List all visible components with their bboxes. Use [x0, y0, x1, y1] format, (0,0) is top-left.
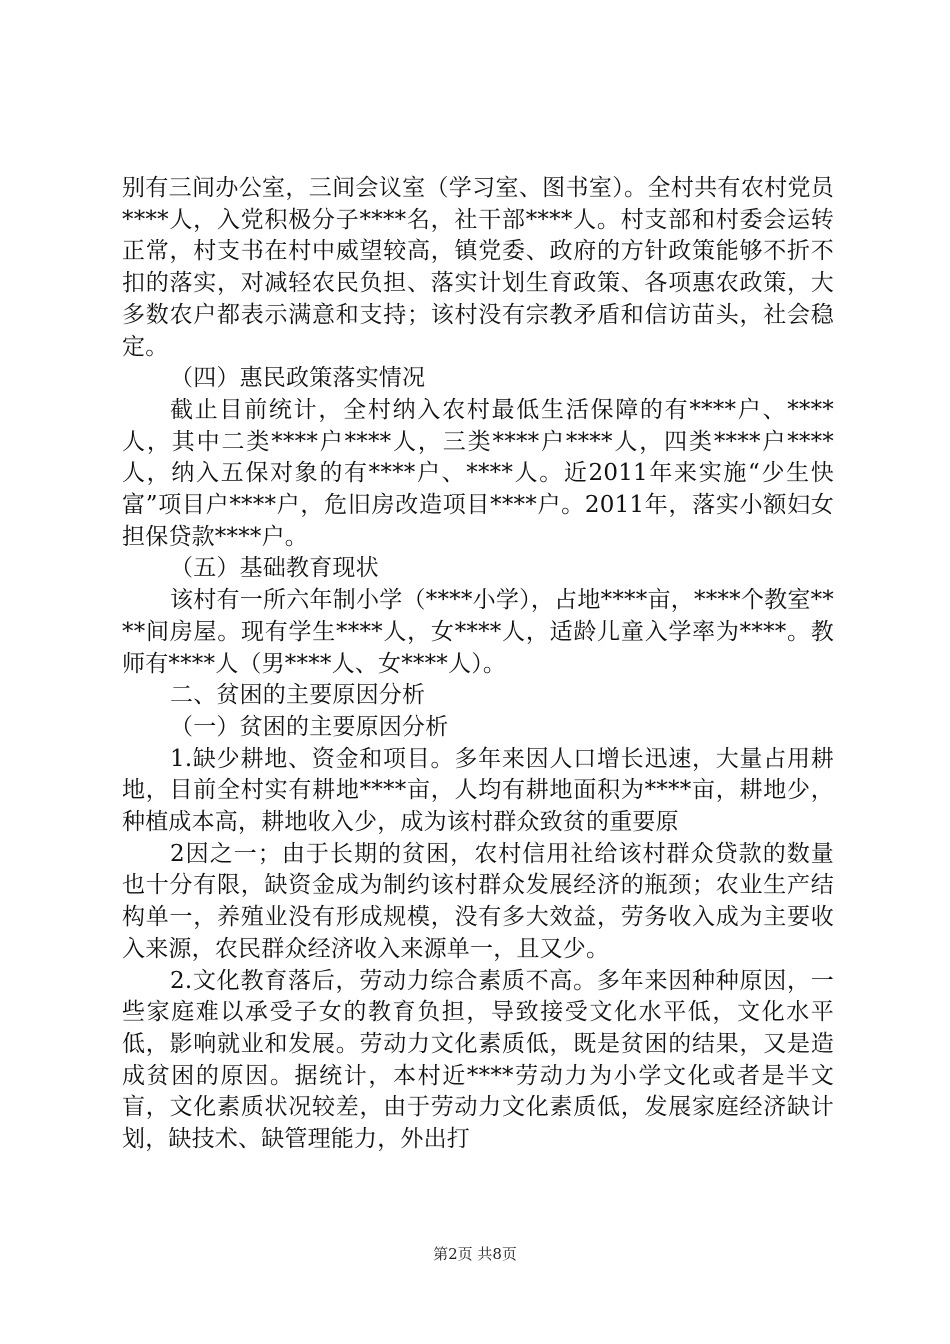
subheading-poverty-causes: （一）贫困的主要原因分析 [170, 713, 449, 740]
document-body [122, 173, 834, 1156]
paragraph-party-organization: 别有三间办公室，三间会议室（学习室、图书室）。全村共有农村党员****人，入党积极分子****名，社干部****人。村支部和村委会运转正常，村支书在村中威望较高，镇党委、政府的方针政策能够不折不扣的落实，对减轻农民负担、落实计划生育政策、各项惠农政策，大多数农户都表示满意和支持；该村没有宗教矛盾和信访苗头，社会稳定。 [122, 175, 834, 360]
heading-poverty-causes: 二、贫困的主要原因分析 [170, 682, 426, 709]
heading-policy-implementation: （四）惠民政策落实情况 [170, 365, 426, 392]
heading-basic-education: （五）基础教育现状 [170, 555, 379, 582]
page-number-label: 第2页 共8页 [433, 1245, 517, 1263]
paragraph-cause-land-funds: 1.缺少耕地、资金和项目。多年来因人口增长迅速，大量占用耕地，目前全村实有耕地****亩，人均有耕地面积为****亩，耕地少，种植成本高，耕地收入少，成为该村群众致贫的重要原 [122, 745, 834, 836]
paragraph-cause-continued: 2因之一；由于长期的贫困，农村信用社给该村群众贷款的数量也十分有限，缺资金成为制约该村群众发展经济的瓶颈；农业生产结构单一，养殖业没有形成规模，没有多大效益，劳务收入成为主要收入来源，农民群众经济收入来源单一，且又少。 [122, 840, 834, 962]
page-footer [0, 1244, 950, 1264]
paragraph-school-info: 该村有一所六年制小学（****小学），占地****亩，****个教室****间房屋。现有学生****人，女****人，适龄儿童入学率为****。教师有****人（男****人、女****人）。 [122, 587, 834, 677]
paragraph-policy-statistics: 截止目前统计，全村纳入农村最低生活保障的有****户、****人，其中二类****户****人，三类****户****人，四类****户****人，纳入五保对象的有****户、****人。近2011年来实施“少生快富”项目户****户，危旧房改造项目****户。2011年，落实小额妇女担保贷款****户。 [122, 396, 834, 550]
paragraph-cause-education: 2.文化教育落后，劳动力综合素质不高。多年来因种种原因，一些家庭难以承受子女的教育负担，导致接受文化水平低，文化水平低，影响就业和发展。劳动力文化素质低，既是贫困的结果，又是造成贫困的原因。据统计，本村近****劳动力为小学文化或者是半文盲，文化素质状况较差，由于劳动力文化素质低，发展家庭经济缺计划，缺技术、缺管理能力，外出打 [122, 967, 834, 1153]
